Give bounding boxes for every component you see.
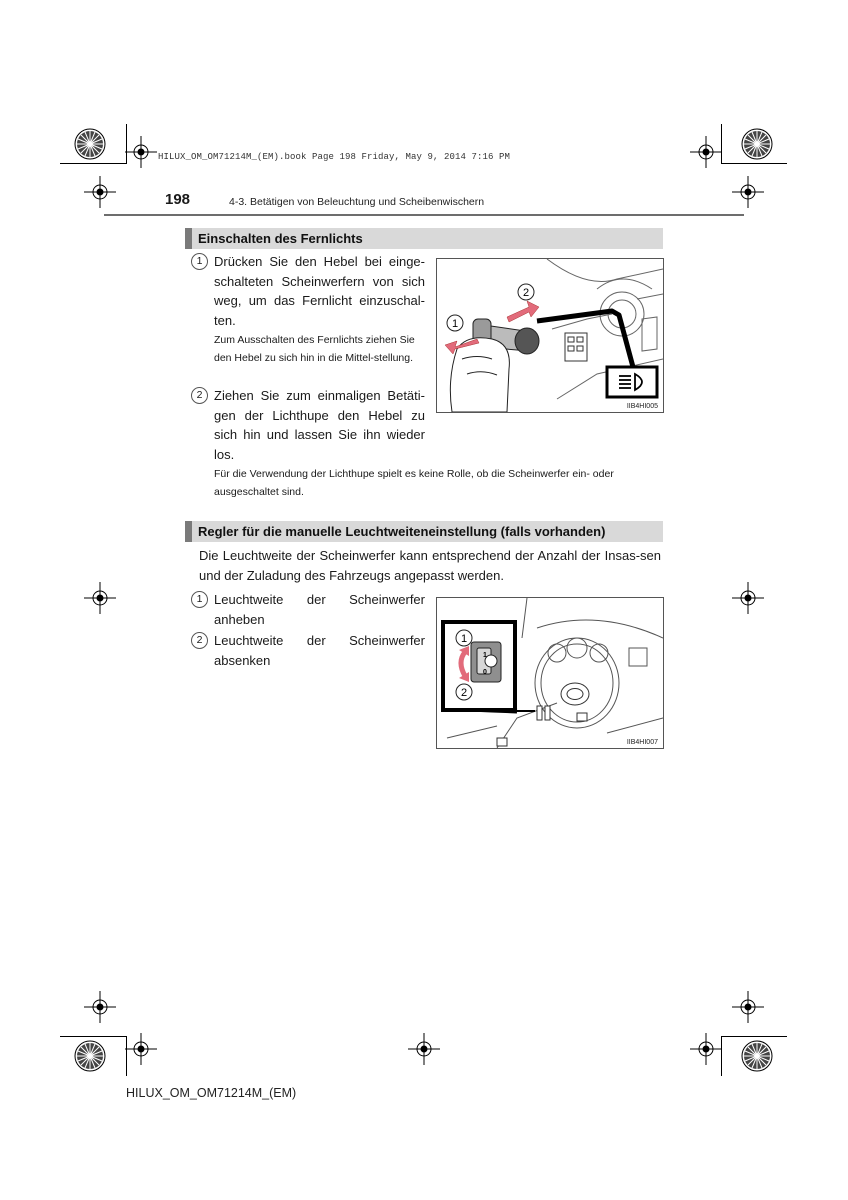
step-text: Leuchtweite der Scheinwerfer absenken — [214, 633, 425, 668]
step-1-raise — [191, 590, 425, 629]
headlight-lever-illustration — [437, 259, 663, 412]
high-beam-indicator-icon — [607, 367, 657, 397]
figure-code: IIB4HI007 — [626, 739, 658, 746]
callout-circle-2 — [456, 684, 472, 700]
step-number: 1 — [191, 591, 208, 608]
step-text: Leuchtweite der Scheinwerfer anheben — [214, 592, 425, 627]
flash-note: Für die Verwendung der Lichthupe spielt es keine Rolle, ob die Scheinwerfer ein- oder ausgeschaltet sind. — [214, 468, 614, 498]
figure-code: IIB4HI005 — [626, 403, 658, 410]
page-number: 198 — [165, 191, 191, 208]
section-title: Regler für die manuelle Leuchtweiteneinstellung (falls vorhanden) — [198, 524, 606, 539]
figure-leveling-dial — [436, 597, 664, 749]
callout-circle-1 — [447, 315, 463, 331]
section-heading-high-beam — [185, 228, 663, 249]
step-number: 2 — [191, 632, 208, 649]
section-title: Einschalten des Fernlichts — [198, 231, 363, 246]
footer-doc-id: HILUX_OM_OM71214M_(EM) — [126, 1086, 297, 1100]
section-heading-leveling — [185, 521, 663, 542]
dial-mark-0: 0 — [483, 669, 487, 676]
step-text: Drücken Sie den Hebel bei einge-schalteten Scheinwerfern von sich weg, um das Fernlicht einzuschal-ten. — [214, 254, 425, 328]
print-info-line: HILUX_OM_OM71214M_(EM).book Page 198 Friday, May 9, 2014 7:16 PM — [158, 152, 511, 162]
leveling-intro: Die Leuchtweite der Scheinwerfer kann entsprechend der Anzahl der Insas-sen und der Zuladung des Fahrzeugs angepasst werden. — [199, 548, 661, 583]
dial-mark-1: 1 — [483, 652, 487, 659]
callout-label-2: 2 — [522, 287, 530, 299]
step-text: Ziehen Sie zum einmaligen Betäti-gen der Lichthupe den Hebel zu sich hin und lassen Sie ihn wieder los. — [214, 388, 425, 462]
callout-label-1: 1 — [460, 633, 468, 645]
step-number: 1 — [191, 253, 208, 270]
step-1-note: Zum Ausschalten des Fernlichts ziehen Sie den Hebel zu sich hin in die Mittel-stellung. — [214, 334, 415, 364]
header-divider — [104, 214, 744, 216]
leveling-dial-illustration — [437, 598, 663, 748]
figure-headlight-lever — [436, 258, 664, 413]
step-number: 2 — [191, 387, 208, 404]
chapter-title: 4-3. Betätigen von Beleuchtung und Scheibenwischern — [229, 196, 485, 208]
step-2-flash — [191, 386, 425, 464]
callout-circle-1 — [456, 630, 472, 646]
step-2-lower — [191, 631, 425, 670]
step-1-high-beam — [191, 252, 425, 330]
callout-circle-2 — [518, 284, 534, 300]
callout-label-2: 2 — [460, 687, 468, 699]
callout-label-1: 1 — [451, 318, 459, 330]
